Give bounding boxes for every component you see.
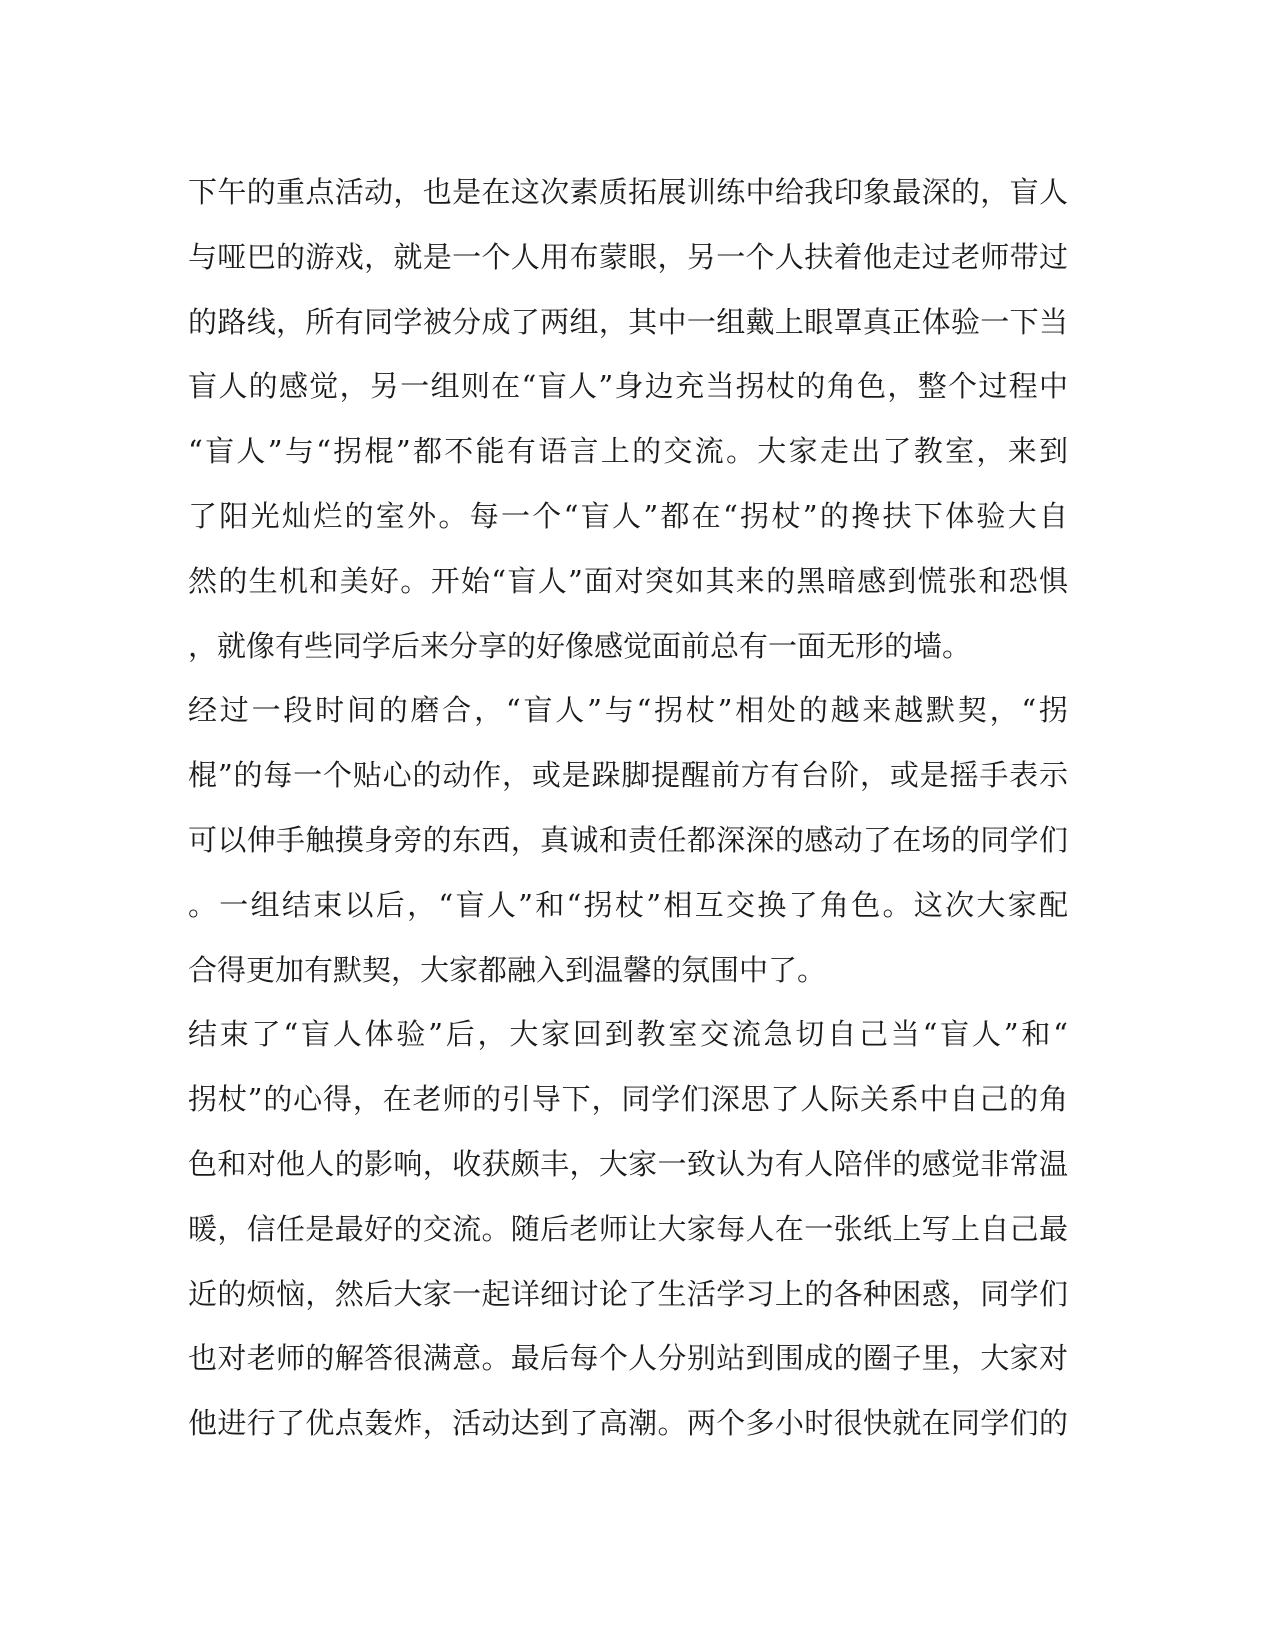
text-line: 棍”的每一个贴心的动作，或是跺脚提醒前方有台阶，或是摇手表示 (188, 758, 1068, 793)
text-line: 下午的重点活动，也是在这次素质拓展训练中给我印象最深的，盲人 (188, 175, 1068, 209)
text-line: 他进行了优点轰炸，活动达到了高潮。两个多小时很快就在同学们的 (188, 1406, 1068, 1441)
text-line: 拐杖”的心得，在老师的引导下，同学们深思了人际关系中自己的角 (188, 1082, 1068, 1117)
body-text (188, 160, 1068, 1456)
text-line: 近的烦恼，然后大家一起详细讨论了生活学习上的各种困惑，同学们 (188, 1276, 1068, 1311)
text-line: ，就像有些同学后来分享的好像感觉面前总有一面无形的墙。 (188, 628, 972, 663)
text-line: 的路线，所有同学被分成了两组，其中一组戴上眼罩真正体验一下当 (188, 304, 1068, 339)
text-line: 与哑巴的游戏，就是一个人用布蒙眼，另一个人扶着他走过老师带过 (188, 239, 1068, 274)
text-line: 合得更加有默契，大家都融入到温馨的氛围中了。 (188, 952, 827, 987)
text-line: 了阳光灿烂的室外。每一个“盲人”都在“拐杖”的搀扶下体验大自 (188, 498, 1068, 533)
text-line: 也对老师的解答很满意。最后每个人分别站到围成的圈子里，大家对 (188, 1341, 1068, 1376)
text-line: 然的生机和美好。开始“盲人”面对突如其来的黑暗感到慌张和恐惧 (188, 563, 1068, 598)
text-line: 盲人的感觉，另一组则在“盲人”身边充当拐杖的角色，整个过程中 (188, 369, 1068, 404)
text-line: “盲人”与“拐棍”都不能有语言上的交流。大家走出了教室，来到 (188, 434, 1068, 469)
text-line: 暖，信任是最好的交流。随后老师让大家每人在一张纸上写上自己最 (188, 1211, 1068, 1246)
text-line: 色和对他人的影响，收获颇丰，大家一致认为有人陪伴的感觉非常温 (188, 1146, 1068, 1181)
text-line: 经过一段时间的磨合，“盲人”与“拐杖”相处的越来越默契，“拐 (188, 693, 1068, 728)
text-line: 可以伸手触摸身旁的东西，真诚和责任都深深的感动了在场的同学们 (188, 822, 1068, 857)
text-line: 。一组结束以后，“盲人”和“拐杖”相互交换了角色。这次大家配 (188, 887, 1068, 922)
text-line: 结束了“盲人体验”后，大家回到教室交流急切自己当“盲人”和“ (188, 1017, 1068, 1052)
